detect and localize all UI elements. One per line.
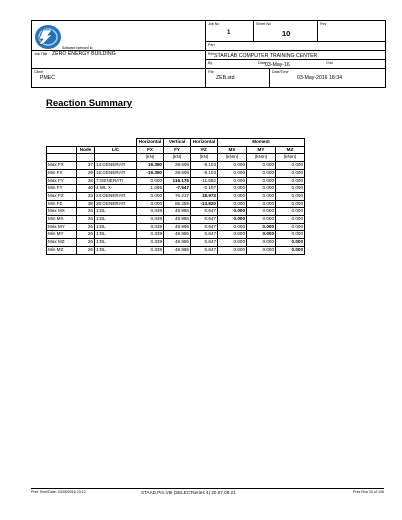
table-cell: 0.000 — [218, 177, 247, 185]
table-cell: 0.339 — [137, 223, 164, 231]
page-title: Reaction Summary — [46, 98, 133, 109]
table-row — [47, 231, 305, 239]
table-cell: 26 — [77, 231, 95, 239]
table-row — [47, 162, 305, 170]
table-cell: 0.000 — [276, 231, 305, 239]
table-cell: 1:DL — [95, 239, 137, 247]
table-cell: 0.000 — [247, 231, 276, 239]
table-cell: 39 — [77, 169, 95, 177]
table-cell: 7:GENERATI — [95, 177, 137, 185]
table-cell: 0.000 — [247, 223, 276, 231]
table-row — [47, 208, 305, 216]
col-header-mz: MZ — [276, 146, 305, 154]
client-value: PMEC — [40, 75, 55, 81]
table-cell: 29.608 — [164, 169, 191, 177]
table-cell: 0.647 — [191, 246, 218, 254]
table-row — [47, 169, 305, 177]
table-row — [47, 246, 305, 254]
table-cell: 0.000 — [276, 200, 305, 208]
table-cell: 0.000 — [247, 216, 276, 224]
table-row — [47, 216, 305, 224]
table-cell: 0.000 — [276, 223, 305, 231]
units-row — [47, 154, 305, 162]
table-cell: 49.985 — [164, 231, 191, 239]
table-cell: 0.000 — [218, 169, 247, 177]
reaction-summary-table — [46, 138, 305, 255]
row-label: Max FX — [47, 162, 77, 170]
table-cell: 40 — [77, 185, 95, 193]
table-cell: 0.000 — [247, 208, 276, 216]
table-cell: 0.000 — [247, 169, 276, 177]
table-cell: 4:WL X- — [95, 185, 137, 193]
table-cell: 0.000 — [276, 208, 305, 216]
table-cell: 0.000 — [218, 185, 247, 193]
table-cell: 1:DL — [95, 208, 137, 216]
rev-cell: Rev — [318, 21, 385, 42]
unit-fy: (kN) — [164, 154, 191, 162]
table-cell: 0.000 — [218, 231, 247, 239]
table-cell: 0.000 — [247, 185, 276, 193]
table-cell: 26 — [77, 216, 95, 224]
table-row — [47, 185, 305, 193]
table-cell: 26 — [77, 223, 95, 231]
table-cell: 0.000 — [218, 200, 247, 208]
table-cell: 25:GENERATI — [95, 200, 137, 208]
table-cell: 0.647 — [191, 208, 218, 216]
table-cell: 1.065 — [137, 185, 164, 193]
unit-mx: (kNm) — [218, 154, 247, 162]
table-cell: 0.000 — [218, 192, 247, 200]
table-cell: 0.000 — [247, 192, 276, 200]
table-cell: 24:GENERATI — [95, 192, 137, 200]
staad-logo-icon — [33, 22, 63, 52]
table-cell: 26 — [77, 208, 95, 216]
table-cell: 0.000 — [276, 185, 305, 193]
date-time-value: 03-May-2016 18:34 — [297, 75, 342, 81]
table-cell: 0.339 — [137, 208, 164, 216]
client-cell: Client PMEC — [32, 69, 206, 87]
unit-fx: (kN) — [137, 154, 164, 162]
col-header-fz: FZ — [191, 146, 218, 154]
table-cell: 0.000 — [276, 177, 305, 185]
table-cell: 0.000 — [218, 246, 247, 254]
table-cell: 0.339 — [137, 216, 164, 224]
table-cell: 0.647 — [191, 216, 218, 224]
table-cell: -0.107 — [191, 185, 218, 193]
group-header-horizontal-z: Horizontal — [191, 139, 218, 147]
table-cell: 0.000 — [137, 200, 164, 208]
table-cell: -9.103 — [191, 169, 218, 177]
row-label: Max MY — [47, 223, 77, 231]
table-cell: 1:DL — [95, 223, 137, 231]
table-cell: 0.000 — [276, 239, 305, 247]
table-cell: 0.000 — [276, 162, 305, 170]
table-cell: 0.339 — [137, 246, 164, 254]
table-cell: 19.390 — [137, 162, 164, 170]
file-value: ZEB.std — [216, 75, 235, 81]
table-cell: 0.000 — [218, 223, 247, 231]
table-cell: 33 — [77, 192, 95, 200]
sheet-no: 10 — [282, 29, 291, 38]
table-cell: 116.175 — [164, 177, 191, 185]
table-row — [47, 192, 305, 200]
table-cell: 0.000 — [276, 216, 305, 224]
table-cell: 37 — [77, 162, 95, 170]
logo-cell — [32, 21, 206, 51]
table-cell: 15:GENERATI — [95, 169, 137, 177]
table-cell: -7.547 — [164, 185, 191, 193]
table-cell: 18.973 — [191, 192, 218, 200]
table-cell: 29.608 — [164, 162, 191, 170]
date-value: 03-May-16 — [265, 62, 290, 68]
row-label: Max MX — [47, 208, 77, 216]
table-cell: 49.985 — [164, 239, 191, 247]
row-label: Min MY — [47, 231, 77, 239]
column-header-row — [47, 146, 305, 154]
table-cell: 0.647 — [191, 223, 218, 231]
sheet-no-cell: Sheet No 10 — [254, 21, 318, 42]
footer — [31, 488, 384, 497]
table-row — [47, 177, 305, 185]
table-cell: 26 — [77, 239, 95, 247]
software-version: STAAD.Pro V8i (SELECTseries 4) 20.07.09.21 — [141, 489, 236, 495]
table-cell: 38 — [77, 200, 95, 208]
table-cell: 76.217 — [164, 192, 191, 200]
table-cell: 1:DL — [95, 231, 137, 239]
row-label: Min FY — [47, 185, 77, 193]
ref-value: STARLAB COMPUTER TRAINING CENTER — [214, 52, 318, 59]
job-title: ZERO ENERGY BUILDING — [52, 51, 116, 57]
table-cell: 0.647 — [191, 239, 218, 247]
row-label: Max MZ — [47, 239, 77, 247]
header-block — [31, 20, 386, 88]
table-cell: 0.000 — [276, 246, 305, 254]
table-cell: 0.000 — [137, 177, 164, 185]
table-cell: 49.985 — [164, 216, 191, 224]
table-cell: 0.000 — [247, 177, 276, 185]
job-no-cell: Job No 1 — [206, 21, 254, 42]
table-body — [47, 162, 305, 254]
row-label: Min FZ — [47, 200, 77, 208]
unit-my: (kNm) — [247, 154, 276, 162]
row-label: Max FY — [47, 177, 77, 185]
file-cell: File ZEB.std — [206, 69, 270, 87]
row-label: Min MX — [47, 216, 77, 224]
table-cell: 0.000 — [247, 162, 276, 170]
table-cell: 0.000 — [276, 192, 305, 200]
table-cell: 0.339 — [137, 231, 164, 239]
table-cell: 0.339 — [137, 239, 164, 247]
table-cell: 0.000 — [247, 200, 276, 208]
print-time: Print Time/Date: 03/05/2016 23:12 — [31, 490, 86, 494]
ref-cell: Ref STARLAB COMPUTER TRAINING CENTER — [206, 51, 385, 60]
table-cell: 0.000 — [218, 239, 247, 247]
table-cell: 49.985 — [164, 208, 191, 216]
col-header-my: MY — [247, 146, 276, 154]
table-cell: 38 — [77, 177, 95, 185]
unit-fz: (kN) — [191, 154, 218, 162]
table-cell: -13.820 — [191, 200, 218, 208]
table-cell: 0.000 — [247, 246, 276, 254]
group-header-vertical: Vertical — [164, 139, 191, 147]
col-header-node: Node — [77, 146, 95, 154]
table-cell: 0.000 — [137, 192, 164, 200]
unit-mz: (kNm) — [276, 154, 305, 162]
table-cell: -11.652 — [191, 177, 218, 185]
table-cell: 0.000 — [218, 162, 247, 170]
table-row — [47, 200, 305, 208]
print-run: Print Run 10 of 106 — [353, 490, 384, 494]
group-header-moment: Moment — [218, 139, 305, 147]
table-cell: 0.647 — [191, 231, 218, 239]
row-label: Min FX — [47, 169, 77, 177]
table-cell: 26 — [77, 246, 95, 254]
table-cell: 1:DL — [95, 246, 137, 254]
table-cell: 1:DL — [95, 216, 137, 224]
table-cell: 14:GENERATI — [95, 162, 137, 170]
table-row — [47, 239, 305, 247]
col-header-fx: FX — [137, 146, 164, 154]
date-time-cell: Date/Time 03-May-2016 18:34 — [272, 70, 342, 81]
col-header-lc: L/C — [95, 146, 137, 154]
by-date-cell: By Date 03-May-16 Chd — [206, 60, 385, 69]
table-cell: 0.000 — [218, 208, 247, 216]
group-header-horizontal-x: Horizontal — [137, 139, 164, 147]
job-title-cell: Job Title ZERO ENERGY BUILDING — [32, 51, 206, 69]
table-cell: 49.985 — [164, 223, 191, 231]
col-header-fy: FY — [164, 146, 191, 154]
job-no: 1 — [227, 30, 231, 36]
table-cell: 0.000 — [247, 239, 276, 247]
row-label: Min MZ — [47, 246, 77, 254]
row-label: Max FZ — [47, 192, 77, 200]
table-cell: 0.000 — [276, 169, 305, 177]
table-cell: -19.390 — [137, 169, 164, 177]
table-cell: 0.000 — [218, 216, 247, 224]
table-row — [47, 223, 305, 231]
group-header-row — [47, 139, 305, 147]
part-cell: Part — [206, 42, 385, 51]
table-cell: -9.103 — [191, 162, 218, 170]
software-licensed-label: Software licensed to — [62, 46, 93, 50]
col-header-mx: MX — [218, 146, 247, 154]
table-cell: 49.985 — [164, 246, 191, 254]
table-cell: 85.259 — [164, 200, 191, 208]
